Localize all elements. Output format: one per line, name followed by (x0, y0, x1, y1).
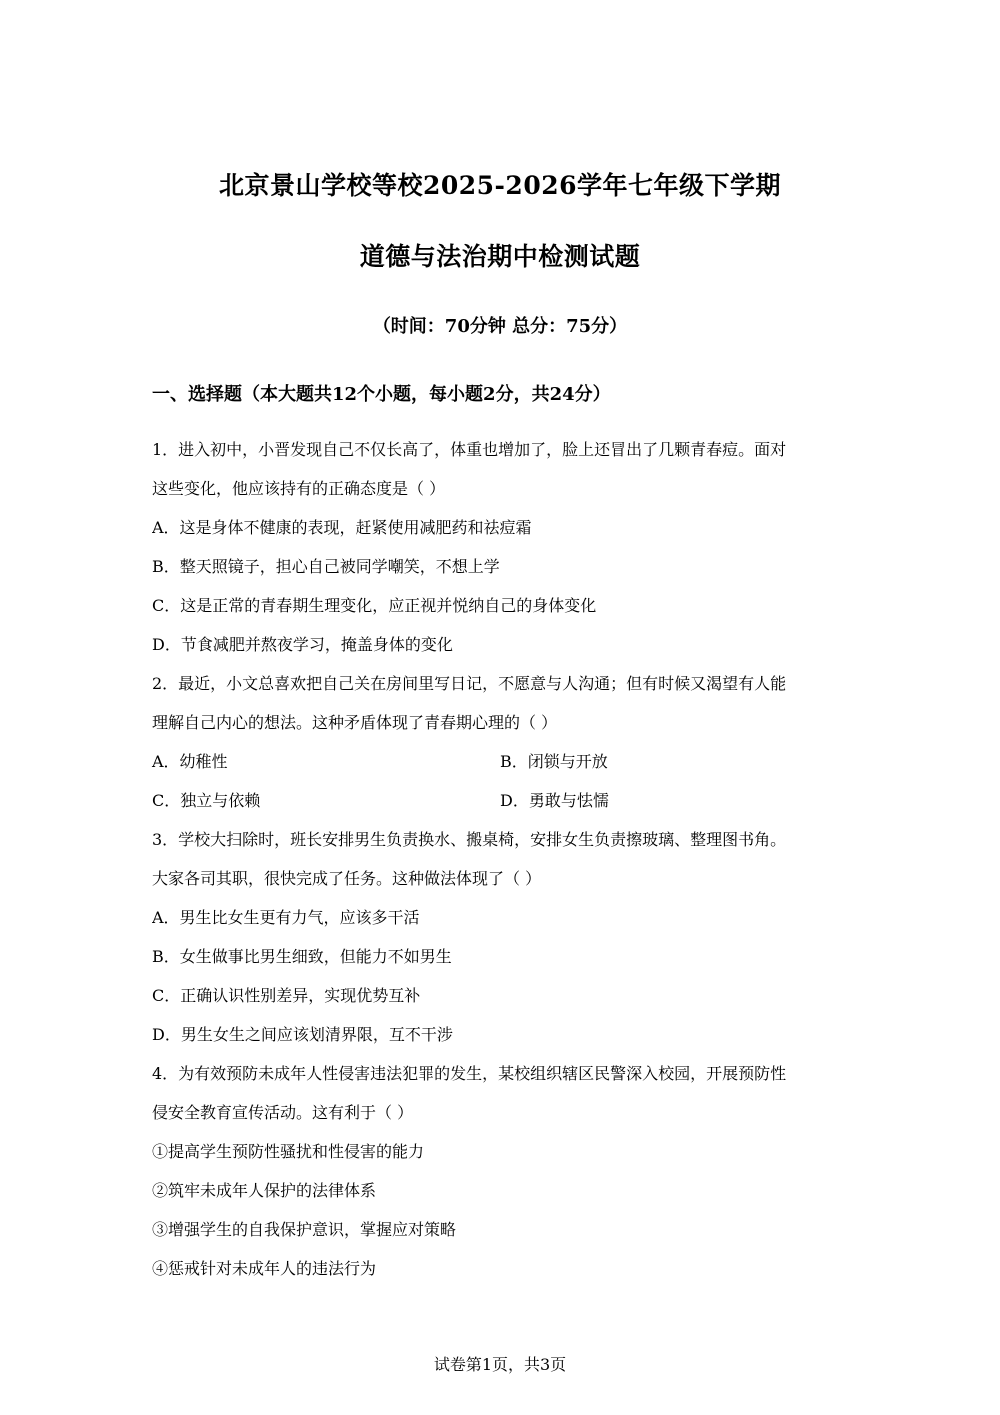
q2-option-b: B．闭锁与开放 (500, 752, 608, 771)
q3-stem-line2: 大家各司其职，很快完成了任务。这种做法体现了（ ） (152, 869, 542, 888)
page-footer: 试卷第1页，共3页 (433, 1355, 567, 1374)
questions-body (152, 430, 852, 1288)
q1-option-a: A．这是身体不健康的表现，赶紧使用减肥药和祛痘霜 (152, 518, 532, 537)
q1-stem-line2: 这些变化，他应该持有的正确态度是（ ） (152, 479, 446, 498)
q1-option-d: D．节食减肥并熬夜学习，掩盖身体的变化 (152, 635, 453, 654)
q2-option-c: C．独立与依赖 (152, 791, 261, 810)
q3-stem-line1: 3．学校大扫除时，班长安排男生负责换水、搬桌椅，安排女生负责擦玻璃、整理图书角。 (152, 830, 787, 849)
q2-option-a: A．幼稚性 (152, 752, 228, 771)
q4-item-4: ④惩戒针对未成年人的违法行为 (152, 1259, 377, 1278)
q2-stem-line1: 2．最近，小文总喜欢把自己关在房间里写日记，不愿意与人沟通；但有时候又渴望有人能 (152, 674, 787, 693)
q1-option-c: C．这是正常的青春期生理变化，应正视并悦纳自己的身体变化 (152, 596, 597, 615)
q2-stem-line2: 理解自己内心的想法。这种矛盾体现了青春期心理的（ ） (152, 713, 558, 732)
q2-options-row2 (152, 781, 852, 820)
q4-stem-line1: 4．为有效预防未成年人性侵害违法犯罪的发生，某校组织辖区民警深入校园，开展预防性 (152, 1064, 787, 1083)
q4-item-1: ①提高学生预防性骚扰和性侵害的能力 (152, 1142, 425, 1161)
q1-stem-line1: 1．进入初中，小晋发现自己不仅长高了，体重也增加了，脸上还冒出了几颗青春痘。面对 (152, 440, 787, 459)
q4-item-3: ③增强学生的自我保护意识，掌握应对策略 (152, 1220, 457, 1239)
q4-item-2: ②筑牢未成年人保护的法律体系 (152, 1181, 377, 1200)
q2-option-d: D．勇敢与怯懦 (500, 791, 609, 810)
q3-option-b: B．女生做事比男生细致，但能力不如男生 (152, 947, 452, 966)
q4-stem-line2: 侵安全教育宣传活动。这有利于（ ） (152, 1103, 414, 1122)
q3-option-c: C．正确认识性别差异，实现优势互补 (152, 986, 421, 1005)
exam-title-line2: 道德与法治期中检测试题 (359, 242, 641, 271)
exam-time-and-score: （时间：70分钟 总分：75分） (372, 316, 628, 337)
q3-option-d: D．男生女生之间应该划清界限，互不干涉 (152, 1025, 453, 1044)
section-heading-multiple-choice: 一、选择题（本大题共12个小题，每小题2分，共24分） (152, 384, 611, 405)
q1-option-b: B．整天照镜子，担心自己被同学嘲笑，不想上学 (152, 557, 500, 576)
q3-option-a: A．男生比女生更有力气，应该多干活 (152, 908, 420, 927)
q2-options-row1 (152, 742, 852, 781)
exam-title-line1: 北京景山学校等校2025-2026学年七年级下学期 (218, 171, 782, 200)
